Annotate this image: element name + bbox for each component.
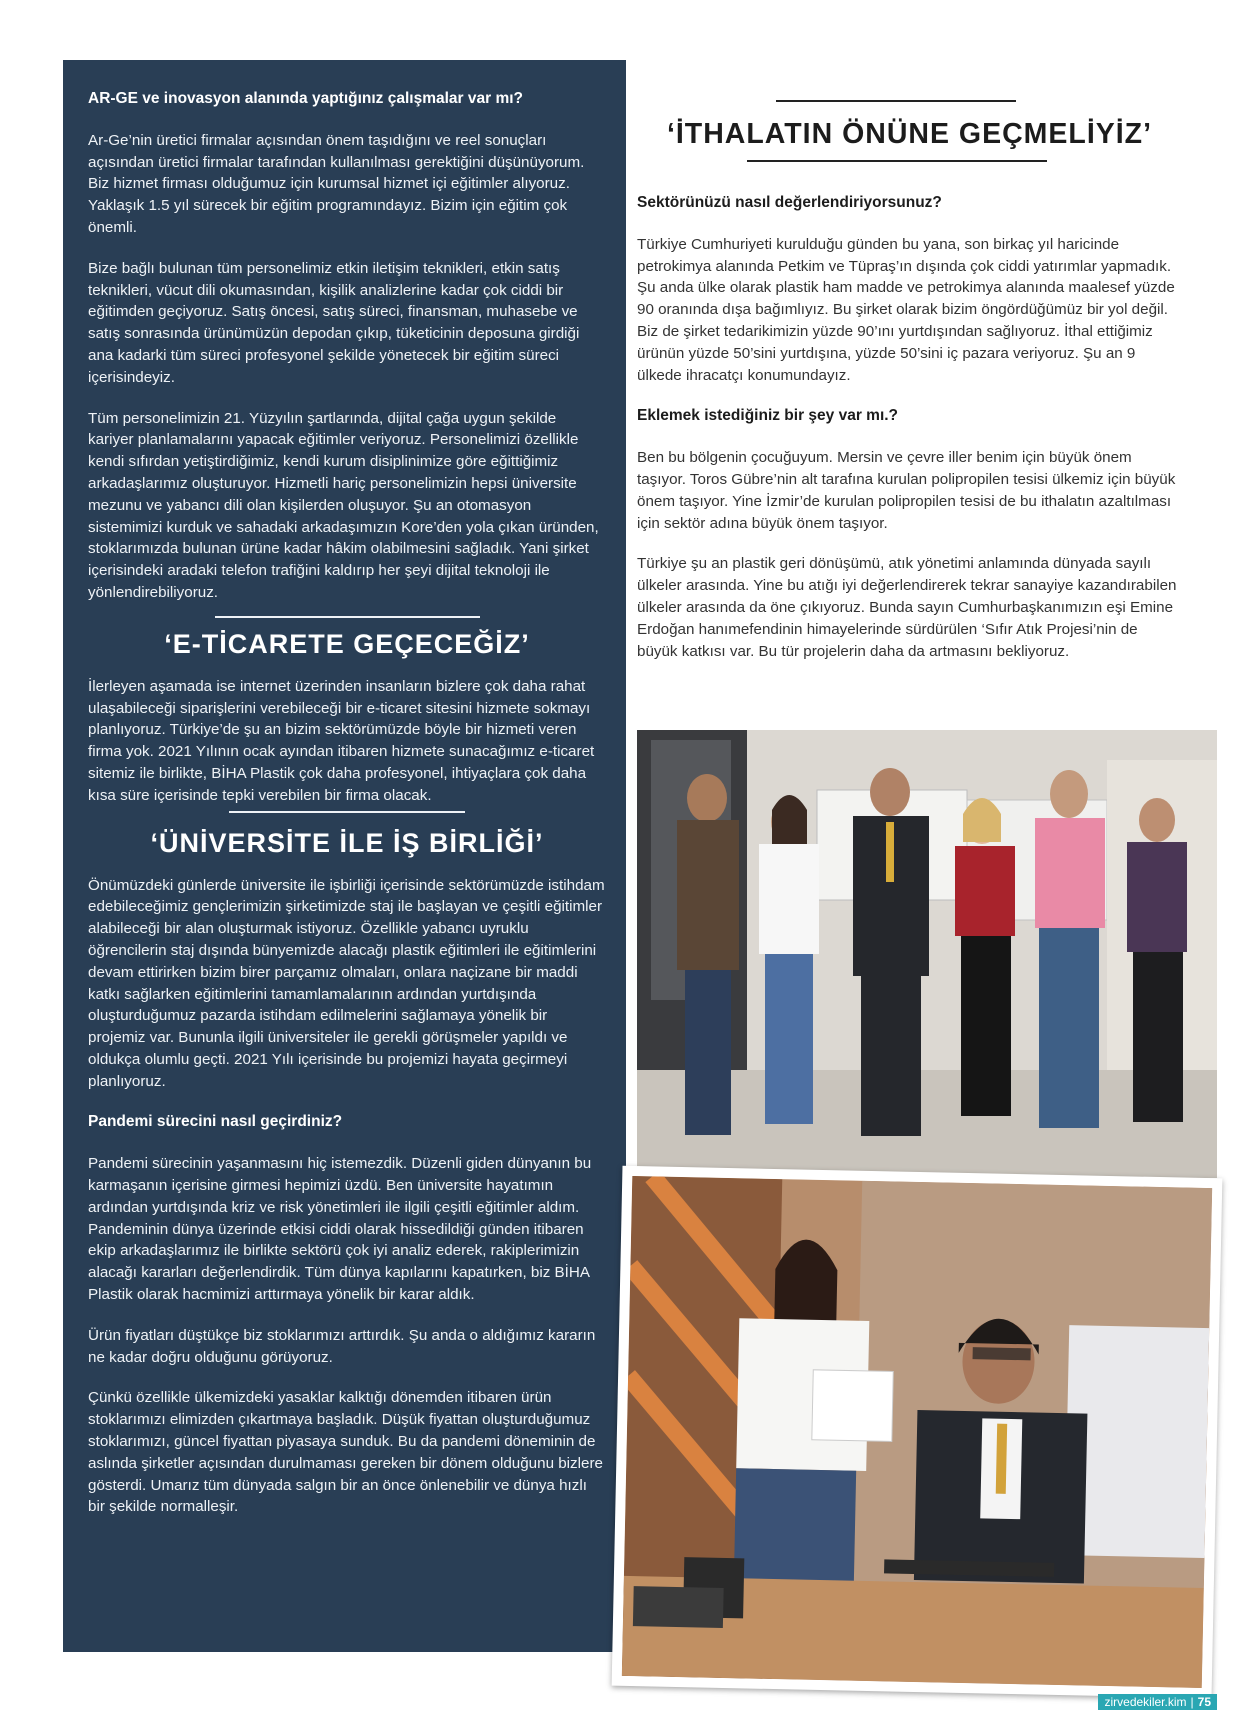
divider: [229, 811, 465, 813]
question-heading: Sektörünüzü nasıl değerlendiriyorsunuz?: [637, 194, 942, 211]
page-footer: [1098, 1694, 1217, 1710]
divider: [776, 100, 1016, 102]
team-photo: [637, 730, 1217, 1178]
office-photo: [622, 1176, 1212, 1688]
paragraph: Bize bağlı bulunan tüm personelimiz etkin iletişim teknikleri, etkin satış teknikleri, vücut dili okumasından, kişilik analizlerine kadar çok ciddi bir eğitimden geçiyoruz. Satış öncesi, satış süreci, finansman, muhasebe ve satış sonrasında ürünümüzün depodan çıkıp, tüketicinin deposuna girdiği ana kadarki tüm süreci profesyonel şekilde yönetecek bir eğitim süreci içerisindeyiz.: [88, 259, 580, 386]
paragraph: Tüm personelimizin 21. Yüzyılın şartlarında, dijital çağa uygun şekilde kariyer planlamalarını yapacak eğitimler veriyoruz. Personelimizi özellikle kendi sıfırdan yetiştirdiğimiz, kendi kurum disiplinimize göre eğittiğimiz arkadaşlarımız oluşturuyor. Hizmetli hariç personelimizin hepsi üniversite mezunu ve yabancı dili olan kişilerden oluşuyor. Şu an otomasyon sistemimizi kurduk ve sahadaki arkadaşımızın Kore’den yola çıkan üründen, stoklarımızda bulunan ürüne kadar hâkim olabilmesini sağladık. Yani şirket içerisindeki aradaki telefon trafiğini kaldırıp her şeyi dijital teknoloji ile yönlendirebiliyoruz.: [88, 409, 599, 601]
section-title: ‘İTHALATIN ÖNÜNE GEÇMELİYİZ’: [666, 118, 1153, 150]
section-heading: ‘E-TİCARETE GEÇECEĞİZ’: [164, 628, 530, 659]
paragraph: Türkiye Cumhuriyeti kurulduğu günden bu yana, son birkaç yıl haricinde petrokimya alanında Petkim ve Tüpraş’ın dışında çok ciddi yatırımlar yapmadık. Şu anda ülke olarak plastik ham madde ve petrokimya alanında maalesef yüzde 90 oranında dışa bağımlıyız. Bu şirket olarak bizim öngördüğümüz bir yol değil. Biz de şirket tedarikimizin yüzde 90’ını yurtdışından sağlıyoruz. İthal ettiğimiz ürünün yüzde 50’sini yurtdışına, yüzde 50’sini iç pazara veriyoruz. Şu an 9 ülkede ihracatçı konumundayız.: [637, 235, 1175, 384]
office-photo-frame: [612, 1166, 1223, 1698]
question-heading: AR-GE ve inovasyon alanında yaptığınız çalışmalar var mı?: [88, 90, 524, 107]
paragraph: Türkiye şu an plastik geri dönüşümü, atık yönetimi anlamında dünyada sayılı ülkeler arasında. Yine bu atığı iyi değerlendirerek tekrar sanayiye kazandırabilen ülkeler arasında da öne çıkıyoruz. Bunda sayın Cumhurbaşkanımızın eşi Emine Erdoğan hanımefendinin himayelerinde sürdürülen ‘Sıfır Atık Projesi’nin de büyük katkısı var. Bu tür projelerin daha da artmasını bekliyoruz.: [637, 555, 1177, 660]
paragraph: Ben bu bölgenin çocuğuyum. Mersin ve çevre iller benim için büyük önem taşıyor. Toros Gübre’nin alt tarafına kurulan polipropilen tesisi ülkemiz için büyük önem taşıyor. Yine İzmir’de kurulan polipropilen tesisi de bu ithalatın azaltılması için sektör adına büyük önem taşıyor.: [637, 449, 1176, 532]
paragraph: Ar-Ge’nin üretici firmalar açısından önem taşıdığını ve reel sonuçları açısından üretici firmalar tarafından kullanılması gerektiğini düşünüyorum. Biz hizmet firması olduğumuz için kurumsal hizmet içi eğitimler alıyoruz. Yaklaşık 1.5 yıl sürecek bir eğitim programındayız. Bizim için eğitim çok önemli.: [88, 131, 585, 236]
right-column: [637, 100, 1182, 681]
paragraph: İlerleyen aşamada ise internet üzerinden insanların bizlere çok daha rahat ulaşabileceği siparişlerini verebileceği bir e-ticaret sitesini hizmete sokmayı planlıyoruz. Türkiye’de şu an bizim sektörümüzde böyle bir hizmeti veren firma yok. 2021 Yılının ocak ayından itibaren hizmete sunacağımız e-ticaret sitemiz ile birlikte, BİHA Plastik çok daha profesyonel, ihtiyaçlara çok daha kısa süre içerisinde tepki verebilen bir firma olacak.: [88, 677, 595, 804]
paragraph: Ürün fiyatları düştükçe biz stoklarımızı arttırdık. Şu anda o aldığımız kararın ne kadar doğru olduğunu görüyoruz.: [88, 1326, 596, 1366]
question-heading: Eklemek istediğiniz bir şey var mı.?: [637, 407, 899, 425]
paragraph: Önümüzdeki günlerde üniversite ile işbirliği içerisinde sektörümüzde istihdam edebileceğimiz gençlerimizin şirketimizde staj ile başlayan ve çeşitli eğitimler alabileceği bir alan oluşturmak istiyoruz. Özellikle yabancı uyruklu öğrencilerin staj dışında bünyemizde alacağı plastik eğitimleri ile eğitimlerini devam ettirirken bizim birer parçamız olmaları, onlara naçizane bir maddi katkı sağlarken eğitimlerini tamamlamalarının ardından yurtdışında oluşturduğumuz pazarda istihdam edilmelerini sağlamaya yönelik bir projemiz var. Bununla ilgili üniversiteler ile gerekli görüşmeler yapıldı ve oldukça olumlu geçti. 2021 Yılı içerisinde bu projemizi hayata geçirmeyi planlıyoruz.: [88, 876, 605, 1090]
team-photo-illustration: [637, 730, 1217, 1178]
page-number: 75: [1197, 1695, 1211, 1709]
question-heading: Pandemi sürecini nasıl geçirdiniz?: [88, 1113, 343, 1131]
paragraph: Çünkü özellikle ülkemizdeki yasaklar kalktığı dönemden itibaren ürün stoklarımızı elimizden çıkartmaya başladık. Düşük fiyattan oluşturduğumuz stoklarımızı, güncel fiyattan piyasaya sunduk. Bu da pandemi döneminin de aslında şirketler açısından durulmaması gereken bir dönem olduğunu bizlere gösterdi. Umarız tüm dünyada salgın bir an önce önlenebilir ve dünya hızlı bir şekilde normalleşir.: [88, 1389, 603, 1516]
left-column-panel: [63, 60, 626, 1652]
footer-separator: |: [1190, 1695, 1194, 1709]
divider: [215, 616, 480, 618]
section-heading: ‘ÜNİVERSİTE İLE İŞ BİRLİĞİ’: [150, 827, 544, 858]
office-photo-illustration: [622, 1176, 1212, 1688]
site-name: zirvedekiler.kim: [1104, 1695, 1187, 1709]
divider: [747, 160, 1047, 162]
paragraph: Pandemi sürecinin yaşanmasını hiç istemezdik. Düzenli giden dünyanın bu karmaşanın içerisine girmesi hepimizi üzdü. Ben üniversite hayatımın ardından yurtdışında kriz ve risk yönetimleri ile ilgili çeşitli eğitimler aldım. Pandeminin dünya üzerinde etkisi ciddi olarak hissedildiği günden itibaren ekip arkadaşlarımız ile birlikte sektörü çok iyi analiz ederek, rakiplerimizin alacağı kararları değerlendirdik. Tüm dünya kapılarını kapatırken, biz BİHA Plastik olarak hacmimizi arttırmaya yönelik bir karar aldık.: [88, 1155, 592, 1304]
